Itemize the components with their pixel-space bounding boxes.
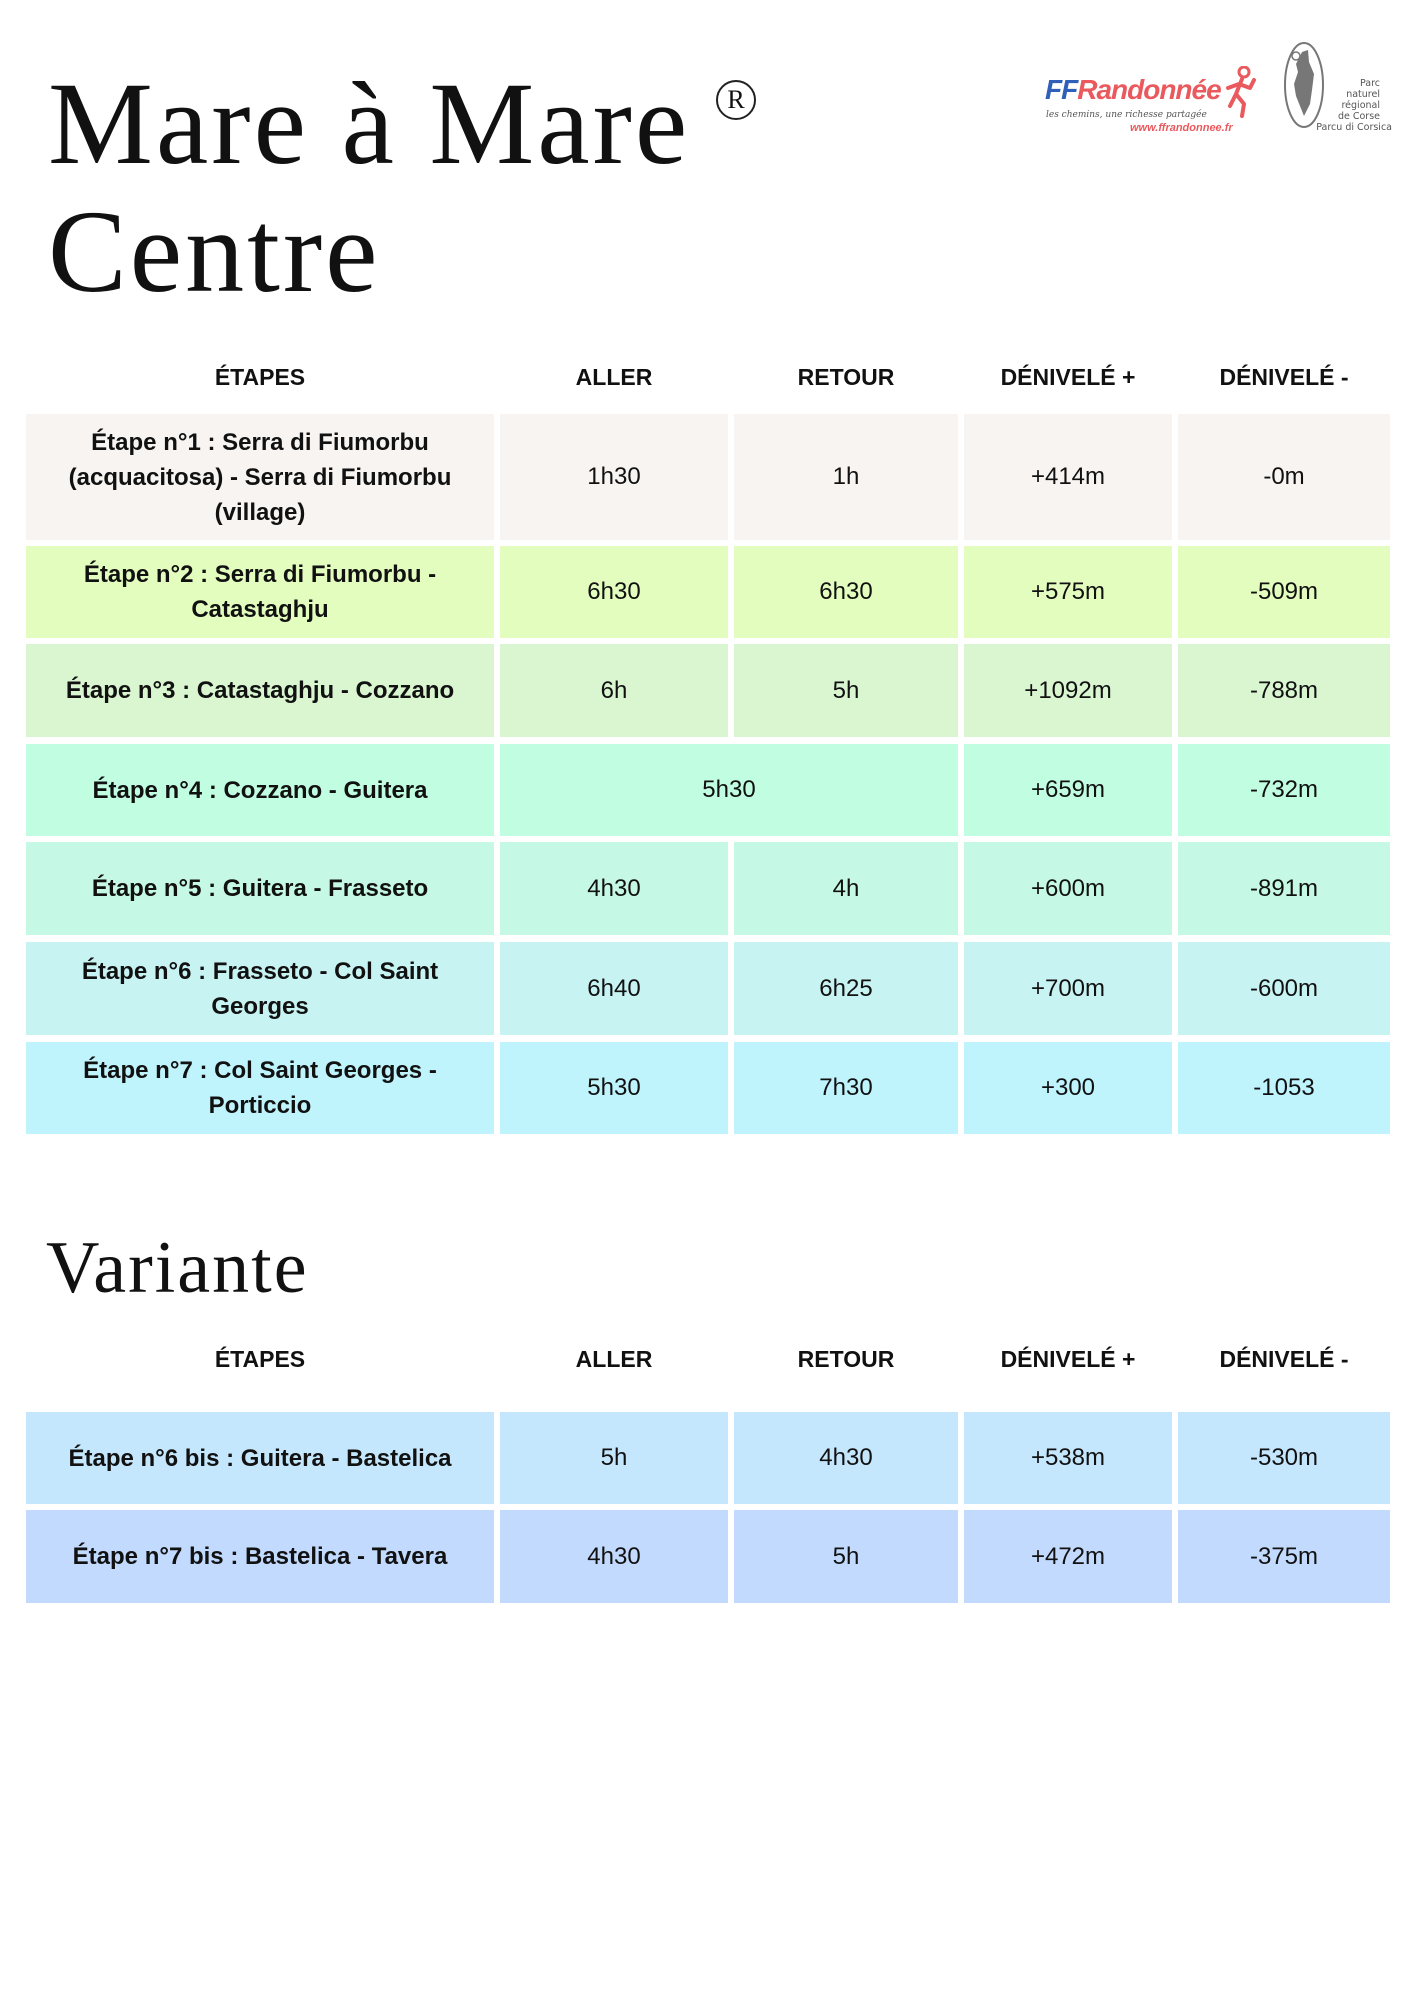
variante-cell-denivele-moins: -530m — [1178, 1412, 1390, 1504]
table-cell-denivele-plus: +600m — [964, 842, 1172, 935]
ffrandonnee-logo-name: FFRandonnée — [1045, 74, 1221, 105]
variante-cell-denivele-plus: +538m — [964, 1412, 1172, 1504]
page-title — [48, 60, 690, 316]
table-row-etape: Étape n°3 : Catastaghju - Cozzano — [26, 644, 494, 737]
variante-cell-retour: 4h30 — [734, 1412, 958, 1504]
page-title-line2: Centre — [48, 186, 381, 317]
table-cell-aller: 1h30 — [500, 414, 728, 540]
table-cell-denivele-plus: +700m — [964, 942, 1172, 1035]
table-cell-denivele-plus: +300 — [964, 1042, 1172, 1134]
page-title-line1: Mare à Mare — [48, 58, 691, 189]
table-cell-retour: 5h — [734, 644, 958, 737]
table-cell-duree: 5h30 — [500, 744, 958, 836]
table-row-etape: Étape n°5 : Guitera - Frasseto — [26, 842, 494, 935]
table-cell-aller: 6h40 — [500, 942, 728, 1035]
variante-cell-denivele-plus: +472m — [964, 1510, 1172, 1603]
table-cell-retour: 6h25 — [734, 942, 958, 1035]
table-cell-denivele-plus: +1092m — [964, 644, 1172, 737]
variante-header-aller: ALLER — [575, 1346, 653, 1372]
variante-header-denivele-moins: DÉNIVELÉ - — [1219, 1346, 1349, 1372]
table-cell-denivele-moins: -788m — [1178, 644, 1390, 737]
variante-row-etape: Étape n°7 bis : Bastelica - Tavera — [26, 1510, 494, 1603]
header-etapes: ÉTAPES — [214, 364, 306, 390]
table-cell-denivele-plus: +575m — [964, 546, 1172, 638]
table-cell-aller: 6h — [500, 644, 728, 737]
header-denivele-plus: DÉNIVELÉ + — [1000, 364, 1136, 390]
table-cell-retour: 4h — [734, 842, 958, 935]
ffrandonnee-tagline: les chemins, une richesse partagée — [1046, 110, 1207, 120]
table-cell-retour: 1h — [734, 414, 958, 540]
table-row-etape: Étape n°6 : Frasseto - Col Saint Georges — [26, 942, 494, 1035]
table-cell-aller: 5h30 — [500, 1042, 728, 1134]
variante-cell-aller: 5h — [500, 1412, 728, 1504]
table-row-etape: Étape n°2 : Serra di Fiumorbu - Catastaghju — [26, 546, 494, 638]
table-cell-denivele-moins: -732m — [1178, 744, 1390, 836]
registered-mark: R — [716, 80, 756, 120]
header-aller: ALLER — [575, 364, 653, 390]
table-cell-denivele-moins: -600m — [1178, 942, 1390, 1035]
table-cell-retour: 6h30 — [734, 546, 958, 638]
table-cell-aller: 4h30 — [500, 842, 728, 935]
table-cell-denivele-moins: -891m — [1178, 842, 1390, 935]
table-cell-denivele-plus: +659m — [964, 744, 1172, 836]
table-cell-aller: 6h30 — [500, 546, 728, 638]
table-cell-denivele-plus: +414m — [964, 414, 1172, 540]
table-row-etape: Étape n°4 : Cozzano - Guitera — [26, 744, 494, 836]
table-cell-denivele-moins: -509m — [1178, 546, 1390, 638]
table-cell-denivele-moins: -1053 — [1178, 1042, 1390, 1134]
parc-logo-text: Parc naturel régional de Corse Parcu di Corsica — [1316, 78, 1392, 133]
variante-cell-denivele-moins: -375m — [1178, 1510, 1390, 1603]
hiker-icon — [1220, 66, 1258, 118]
ffrandonnee-url: www.ffrandonnee.fr — [1130, 122, 1233, 134]
table-cell-retour: 7h30 — [734, 1042, 958, 1134]
variante-title: Variante — [46, 1227, 309, 1309]
ffrandonnee-logo — [1040, 66, 1260, 138]
variante-cell-retour: 5h — [734, 1510, 958, 1603]
variante-header-denivele-plus: DÉNIVELÉ + — [1000, 1346, 1136, 1372]
variante-header-etapes: ÉTAPES — [214, 1346, 306, 1372]
parc-logo — [1282, 40, 1392, 140]
header-retour: RETOUR — [797, 364, 895, 390]
variante-cell-aller: 4h30 — [500, 1510, 728, 1603]
variante-row-etape: Étape n°6 bis : Guitera - Bastelica — [26, 1412, 494, 1504]
table-row-etape: Étape n°7 : Col Saint Georges - Porticcio — [26, 1042, 494, 1134]
variante-header-retour: RETOUR — [797, 1346, 895, 1372]
table-cell-denivele-moins: -0m — [1178, 414, 1390, 540]
table-row-etape: Étape n°1 : Serra di Fiumorbu (acquacitosa) - Serra di Fiumorbu (village) — [26, 414, 494, 540]
header-denivele-moins: DÉNIVELÉ - — [1219, 364, 1349, 390]
